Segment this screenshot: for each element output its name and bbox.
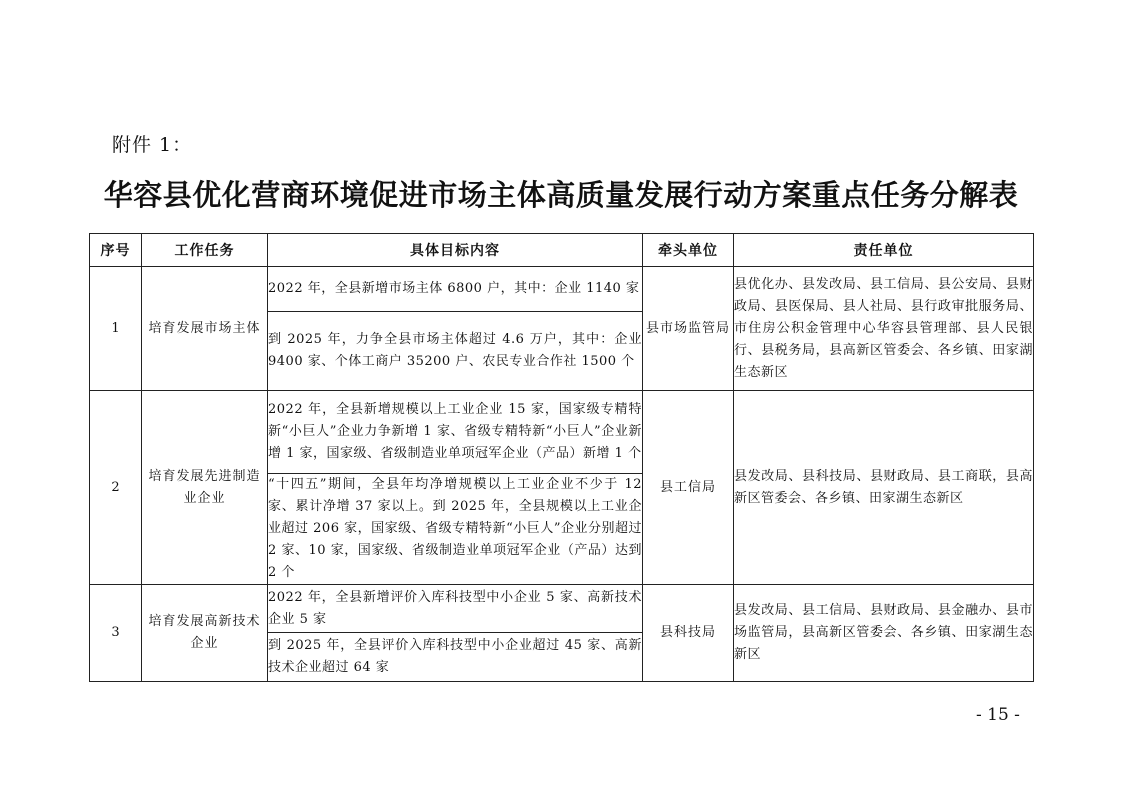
row-goal: 到 2025 年，全县评价入库科技型中小企业超过 45 家、高新技术企业超过 64 家: [268, 633, 643, 682]
row-goal: 2022 年，全县新增规模以上工业企业 15 家，国家级专精特新“小巨人”企业力争新增 1 家、省级专精特新“小巨人”企业新增 1 家，国家级、省级制造业单项冠军企业（产品）新增 1 个: [268, 391, 643, 474]
header-no: 序号: [90, 234, 142, 267]
header-task: 工作任务: [142, 234, 268, 267]
row-task: 培育发展高新技术企业: [142, 585, 268, 682]
row-lead: 县工信局: [643, 391, 734, 585]
row-no: 1: [90, 267, 142, 391]
row-no: 2: [90, 391, 142, 585]
table-header-row: [90, 234, 1034, 267]
row-responsible: 县发改局、县科技局、县财政局、县工商联，县高新区管委会、各乡镇、田家湖生态新区: [734, 391, 1034, 585]
task-breakdown-table: [89, 233, 1034, 682]
row-responsible: 县优化办、县发改局、县工信局、县公安局、县财政局、县医保局、县人社局、县行政审批服务局、市住房公积金管理中心华容县管理部、县人民银行、县税务局，县高新区管委会、各乡镇、田家湖生态新区: [734, 267, 1034, 391]
row-goal: 2022 年，全县新增市场主体 6800 户，其中：企业 1140 家: [268, 267, 643, 312]
page-number: - 15 -: [976, 705, 1020, 725]
header-lead: 牵头单位: [643, 234, 734, 267]
table-row: [90, 267, 1034, 312]
row-lead: 县市场监管局: [643, 267, 734, 391]
row-no: 3: [90, 585, 142, 682]
row-goal: 2022 年，全县新增评价入库科技型中小企业 5 家、高新技术企业 5 家: [268, 585, 643, 633]
row-goal: “十四五”期间，全县年均净增规模以上工业企业不少于 12 家、累计净增 37 家以上。到 2025 年，全县规模以上工业企业超过 206 家，国家级、省级专精特新“小巨人”企业分别超过 2 家、10 家，国家级、省级制造业单项冠军企业（产品）达到 2 个: [268, 474, 643, 585]
row-task: 培育发展先进制造业企业: [142, 391, 268, 585]
row-task: 培育发展市场主体: [142, 267, 268, 391]
table-row: [90, 585, 1034, 633]
row-lead: 县科技局: [643, 585, 734, 682]
row-goal: 到 2025 年，力争全县市场主体超过 4.6 万户，其中：企业 9400 家、个体工商户 35200 户、农民专业合作社 1500 个: [268, 312, 643, 391]
table-row: [90, 391, 1034, 474]
page-title: 华容县优化营商环境促进市场主体高质量发展行动方案重点任务分解表: [103, 178, 1019, 212]
attachment-label: 附件 1：: [112, 134, 193, 156]
row-responsible: 县发改局、县工信局、县财政局、县金融办、县市场监管局，县高新区管委会、各乡镇、田家湖生态新区: [734, 585, 1034, 682]
header-responsible: 责任单位: [734, 234, 1034, 267]
header-goal: 具体目标内容: [268, 234, 643, 267]
